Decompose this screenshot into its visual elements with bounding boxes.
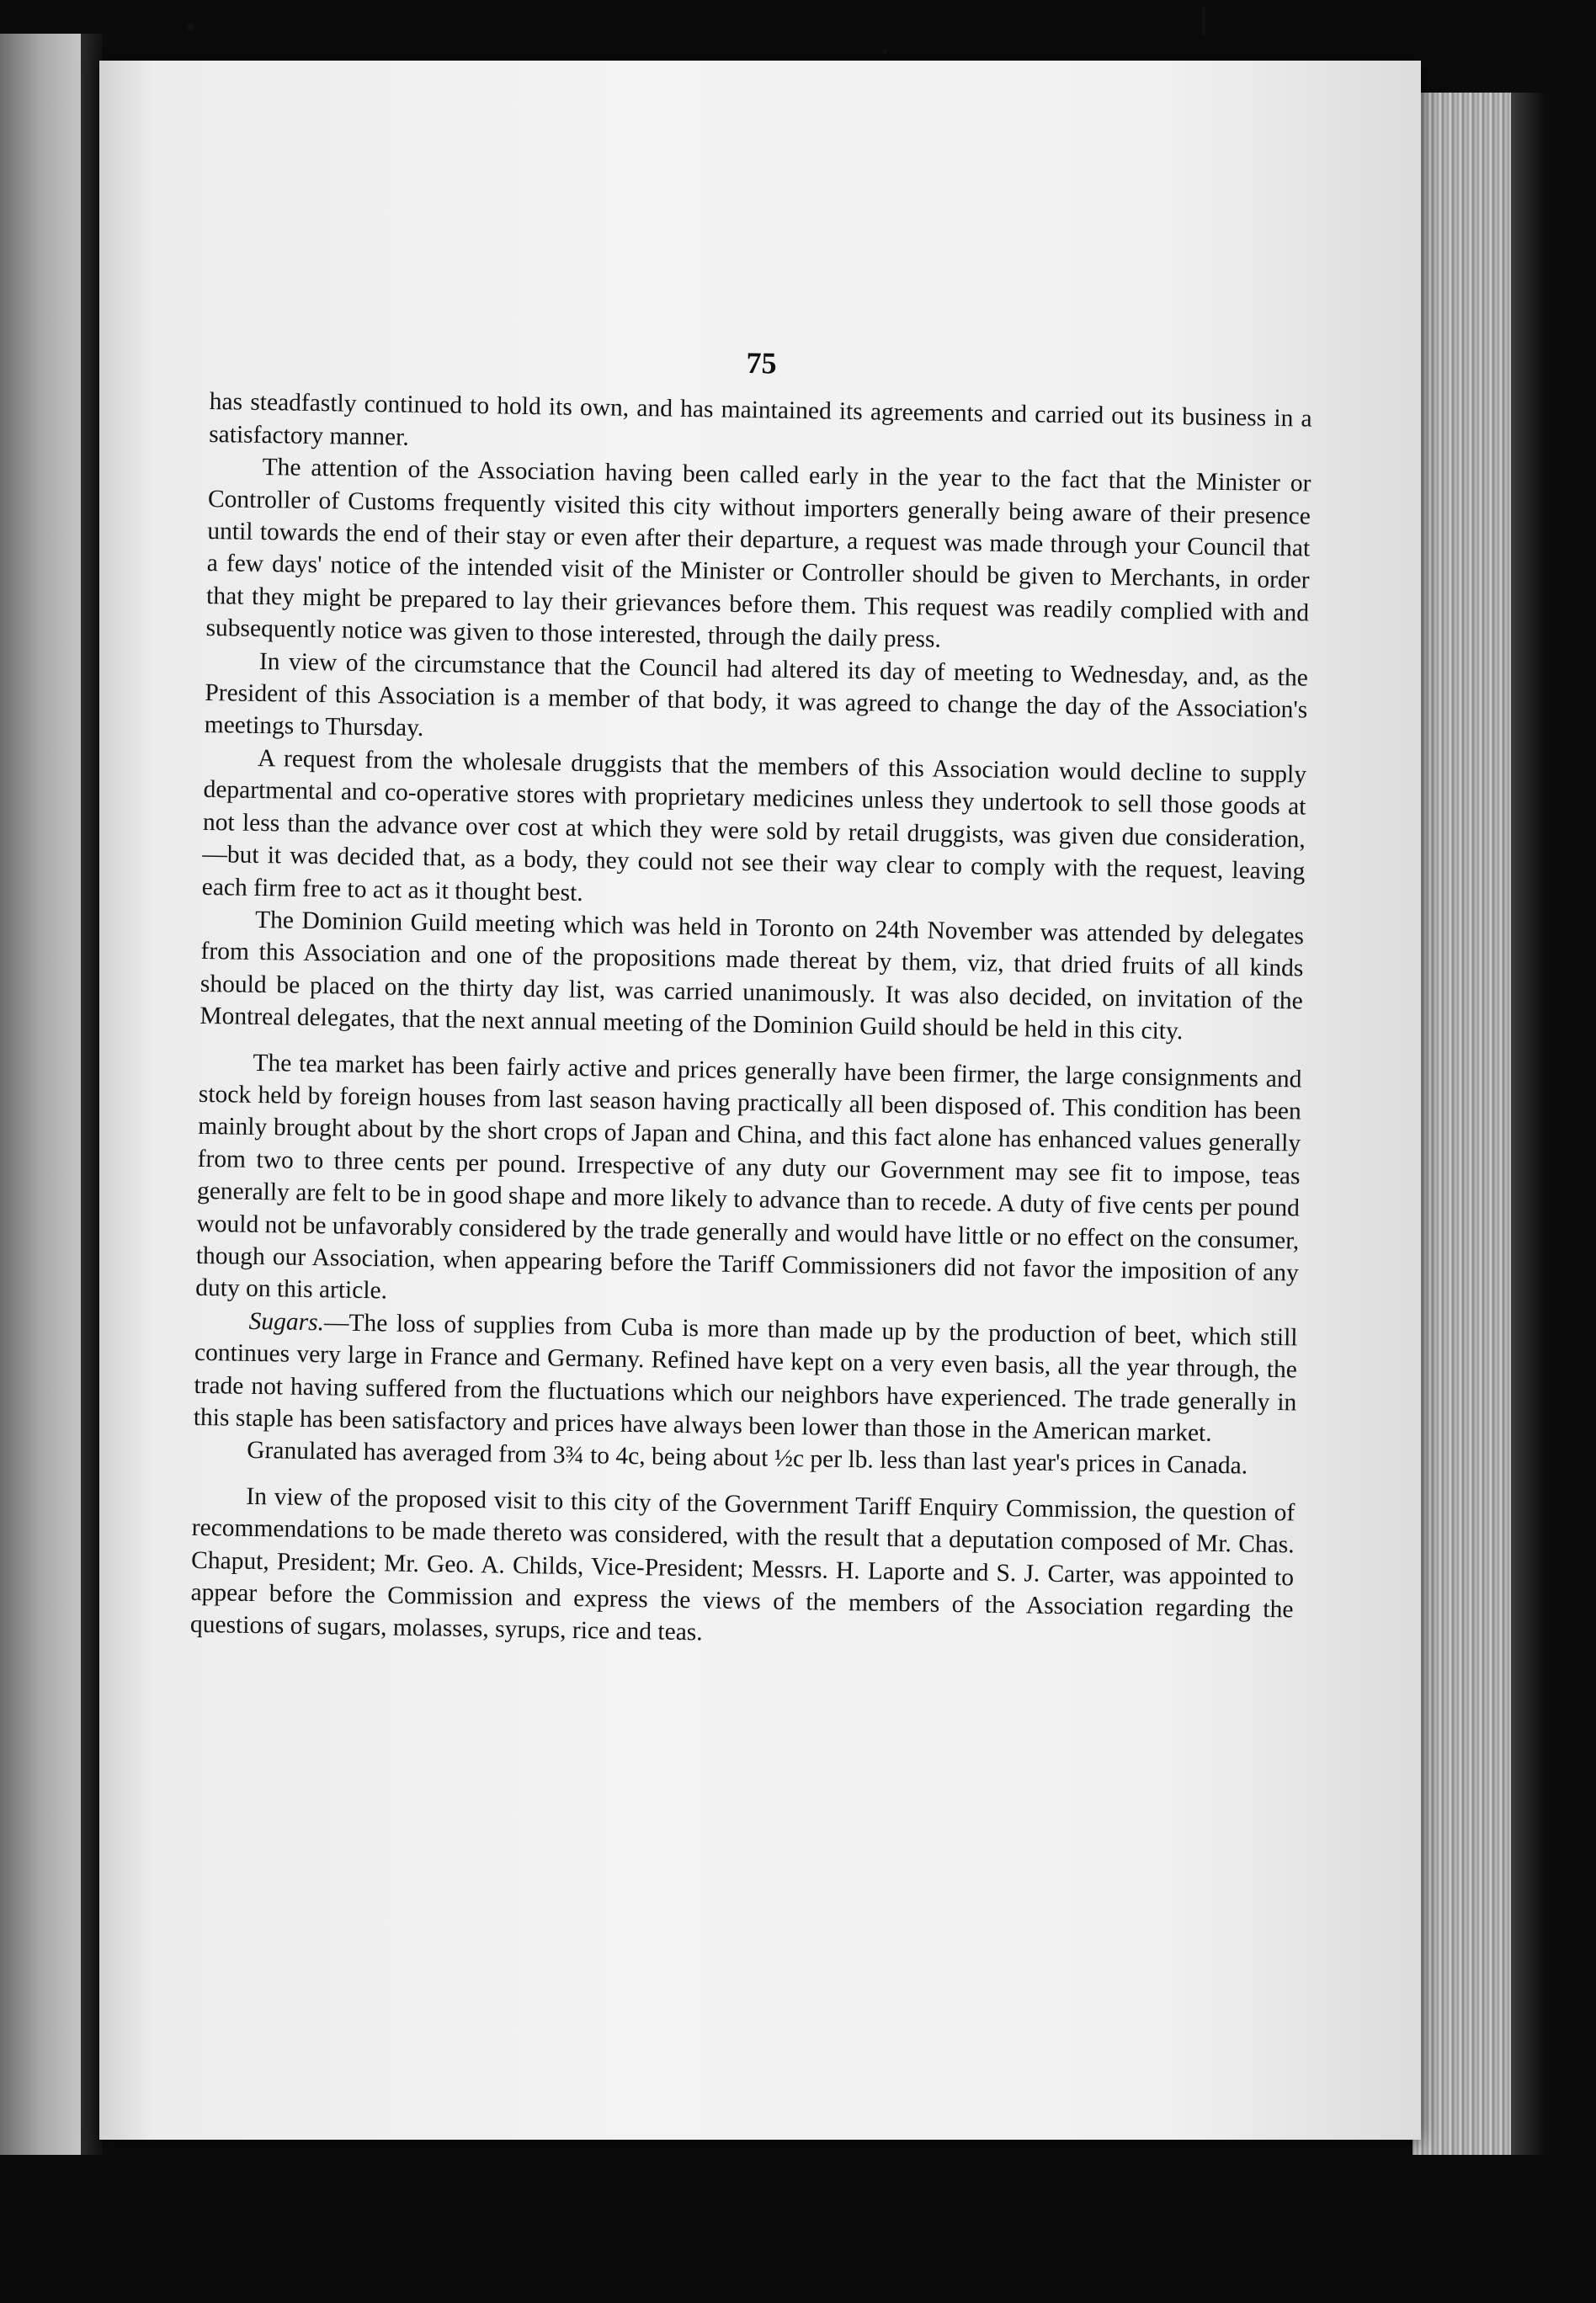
paragraph-text: The tea market has been fairly active and prices generally have been firmer, the large consignments and stock held by foreign houses from last season having practically all been disposed of. This condition has been mainly brought about by the short crops of Japan and China, and this fact alone has enhanced values generally from two to three cents per pound. Irrespective of any duty our Government may see fit to impose, teas generally are felt to be in good shape and more likely to advance than to recede. A duty of five cents per pound would not be unfavorably considered by the trade generally and would have little or no effect on the consumer, though our Association, when appearing before the Tariff Commissioners did not favor the imposition of any duty on this article. (195, 1049, 1302, 1305)
paragraph-text: The Dominion Guild meeting which was held in Toronto on 24th November was attended by delegates from this Association and one of the propositions made thereat by them, viz, that dried fruits of all kinds should be placed on the thirty day list, was carried unanimously. It was also decided, on invitation of the Montreal delegates, that the next annual meeting of the Dominion Guild should be held in this city. (200, 906, 1305, 1045)
book-page (99, 61, 1421, 2140)
paragraph-sugars (194, 1305, 1298, 1451)
paragraph-text: In view of the circumstance that the Council had altered its day of meeting to Wednesday, and, as the President of this Association is a member of that body, it was agreed to change the day of the Association's meetings to Thursday. (204, 647, 1309, 742)
paragraph (195, 1045, 1302, 1322)
paragraph-text: Granulated has averaged from 3¾ to 4c, being about ½c per lb. less than last year's prices in Canada. (247, 1437, 1248, 1480)
scan-speck (1202, 7, 1205, 35)
sugars-heading: Sugars. (248, 1307, 325, 1337)
page-number: 75 (746, 346, 777, 380)
paragraph-text: has steadfastly continued to hold its own, and has maintained its agreements and carried out its business in a satisfactory manner. (208, 388, 1312, 451)
paragraph-text: In view of the proposed visit to this city of the Government Tariff Enquiry Commission, the question of recommendations to be made thereto was considered, with the result that a deputation composed of Mr. Chas. Chaput, President; Mr. Geo. A. Childs, Vice-President; Messrs. H. Laporte and S. J. Carter, was appointed to appear before the Commission and express the views of the members of the Association regarding the questions of sugars, molasses, syrups, rice and teas. (189, 1482, 1295, 1646)
facing-page-edge (0, 34, 93, 2155)
scan-speck (882, 49, 887, 54)
paragraph-text: —The loss of supplies from Cuba is more than made up by the production of beet, which still continues very large in France and Germany. Refined have kept on a very even basis, all the year through, the trade not having suffered from the fluctuations which our neighbors have experienced. The trade generally in this staple has been satisfactory and prices have always been lower than those in the American market. (193, 1309, 1298, 1447)
paragraph (200, 903, 1304, 1050)
paragraph (205, 450, 1311, 662)
paragraph (204, 645, 1308, 759)
paragraph (190, 1480, 1295, 1659)
page-block-edges (1412, 93, 1514, 2155)
scan-speck (187, 24, 194, 30)
paragraph-text: A request from the wholesale druggists that the members of this Association would decline to supply departmental and co-operative stores with proprietary medicines unless they undertook to sell those goods at not less than the advance over cost at which they were sold by retail druggists, was given due consideration, —but it was decided that, as a body, they could not see their way clear to comply with the request, leaving each firm free to act as it thought best. (201, 744, 1307, 907)
paragraph (201, 742, 1306, 921)
page-text (190, 338, 1313, 1658)
paragraph-text: The attention of the Association having been called early in the year to the fact that the Minister or Controller of Customs frequently visited this city without importers generally being aware of their presence until towards the end of their stay or even after their departure, a request was made through your Council that a few days' notice of the intended visit of the Minister or Controller should be given to Merchants, in order that they might be prepared to lay their grievances before them. This request was readily complied with and subsequently notice was given to those interested, through the daily press. (205, 454, 1311, 653)
book-cover-edge (1511, 93, 1545, 2155)
